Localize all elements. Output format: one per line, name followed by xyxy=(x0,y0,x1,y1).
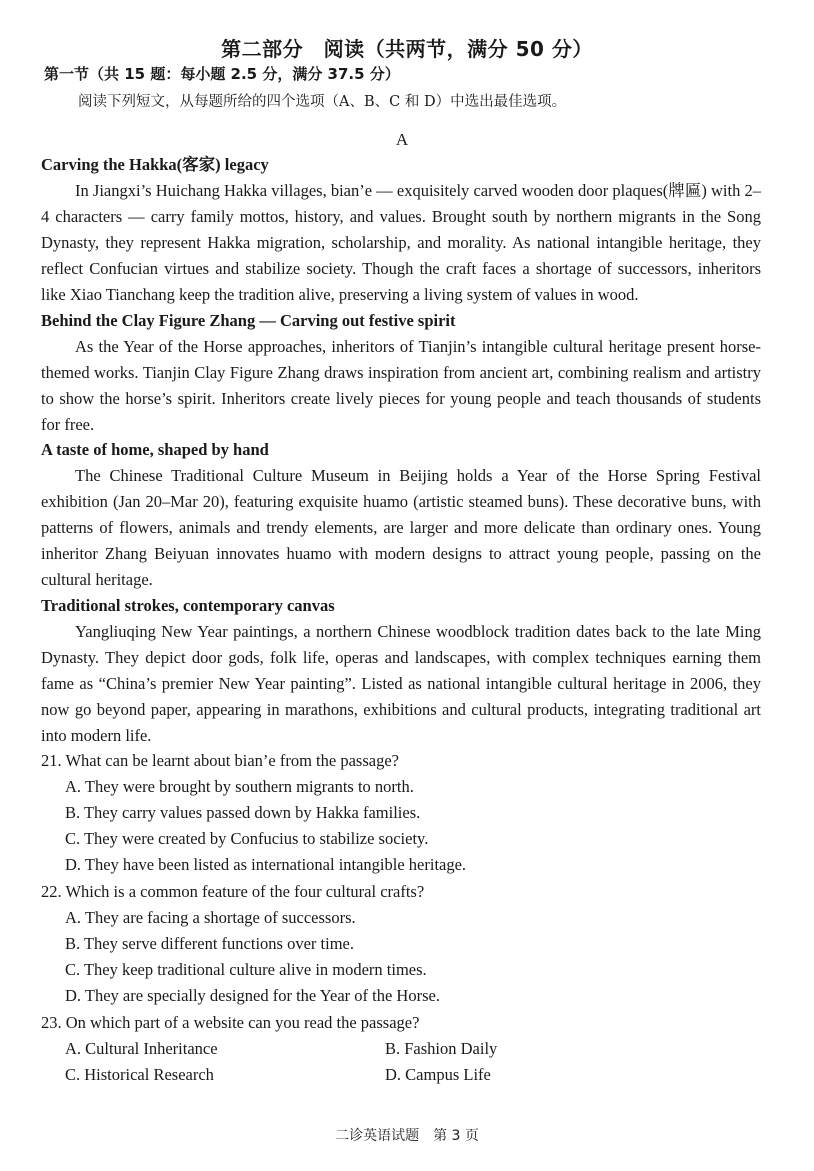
question-text: What can be learnt about bian’e from the passage? xyxy=(65,751,399,770)
option-b[interactable]: B. Fashion Daily xyxy=(385,1039,498,1058)
question-stem xyxy=(41,748,781,774)
page-footer: 二诊英语试题 第 3 页 xyxy=(335,1128,479,1144)
passage-body: As the Year of the Horse approaches, inheritors of Tianjin’s intangible cultural heritage present horse-themed works. Tianjin Clay Figure Zhang draws inspiration from ancient art, combining realism and artistry to show the horse’s spirit. Inheritors create lively pieces for young people and teach thousands of students for free. xyxy=(41,337,761,434)
passage-section-1 xyxy=(41,152,761,308)
option-d[interactable]: D. Campus Life xyxy=(385,1065,491,1084)
passage-body: The Chinese Traditional Culture Museum in Beijing holds a Year of the Horse Spring Festival exhibition (Jan 20–Mar 20), featuring exquisite huamo (artistic steamed buns). These decorative buns, with patterns of flowers, animals and trendy elements, are larger and more delicate than ordinary ones. Young inheritor Zhang Beiyuan innovates huamo with modern designs to attract young people, passing on the cultural heritage. xyxy=(41,466,761,589)
option-c[interactable]: C. They keep traditional culture alive in modern times. xyxy=(65,960,427,979)
question-text: Which is a common feature of the four cultural crafts? xyxy=(65,882,425,901)
question-stem xyxy=(41,1010,781,1036)
question-number: 21. xyxy=(41,751,62,770)
option-a[interactable]: A. Cultural Inheritance xyxy=(65,1039,218,1058)
question-text: On which part of a website can you read the passage? xyxy=(65,1013,420,1032)
section-title: 第一节（共 15 题：每小题 2.5 分，满分 37.5 分） xyxy=(44,65,400,83)
passage-heading: Traditional strokes, contemporary canvas xyxy=(41,596,335,615)
option-b[interactable]: B. They carry values passed down by Hakka families. xyxy=(65,803,421,822)
passage-heading: Behind the Clay Figure Zhang — Carving out festive spirit xyxy=(41,311,456,330)
question-number: 23. xyxy=(41,1013,62,1032)
part-title: 第二部分 阅读（共两节，满分 50 分） xyxy=(221,37,593,61)
option-c[interactable]: C. Historical Research xyxy=(65,1065,214,1084)
option-c[interactable]: C. They were created by Confucius to stabilize society. xyxy=(65,829,429,848)
passage-body: Yangliuqing New Year paintings, a northern Chinese woodblock tradition dates back to the late Ming Dynasty. They depict door gods, folk life, operas and landscapes, with complex techniques earning them fame as “China’s premier New Year painting”. Listed as national intangible cultural heritage in 2006, they now go beyond paper, appearing in marathons, exhibitions and cultural products, integrating traditional art into modern life. xyxy=(41,622,761,745)
question-number: 22. xyxy=(41,882,62,901)
option-d[interactable]: D. They have been listed as international intangible heritage. xyxy=(65,855,467,874)
passage-section-3 xyxy=(41,437,761,593)
instructions: 阅读下列短文，从每题所给的四个选项（A、B、C 和 D）中选出最佳选项。 xyxy=(78,94,567,110)
question-stem xyxy=(41,879,781,905)
option-a[interactable]: A. They were brought by southern migrants to north. xyxy=(65,777,414,796)
passage-label: A xyxy=(395,130,409,149)
option-d[interactable]: D. They are specially designed for the Year of the Horse. xyxy=(65,986,440,1005)
passage-section-2 xyxy=(41,308,761,438)
passage-body: In Jiangxi’s Huichang Hakka villages, bian’e — exquisitely carved wooden door plaques(牌匾) with 2–4 characters — carry family mottos, history, and values. Brought south by northern migrants in the Song Dynasty, they represent Hakka migration, scholarship, and morality. As national intangible heritage, they reflect Confucian virtues and stabilize society. Though the craft faces a shortage of successors, inheritors like Xiao Tianchang keep the tradition alive, preserving a living system of values in wood. xyxy=(41,181,761,304)
passage-heading: Carving the Hakka(客家) legacy xyxy=(41,155,269,174)
passage-heading: A taste of home, shaped by hand xyxy=(41,440,269,459)
option-grid xyxy=(41,1036,781,1088)
question-21 xyxy=(41,748,781,878)
question-22 xyxy=(41,879,781,1009)
question-23 xyxy=(41,1010,781,1088)
option-a[interactable]: A. They are facing a shortage of successors. xyxy=(65,908,356,927)
option-b[interactable]: B. They serve different functions over time. xyxy=(65,934,354,953)
passage-section-4 xyxy=(41,593,761,749)
